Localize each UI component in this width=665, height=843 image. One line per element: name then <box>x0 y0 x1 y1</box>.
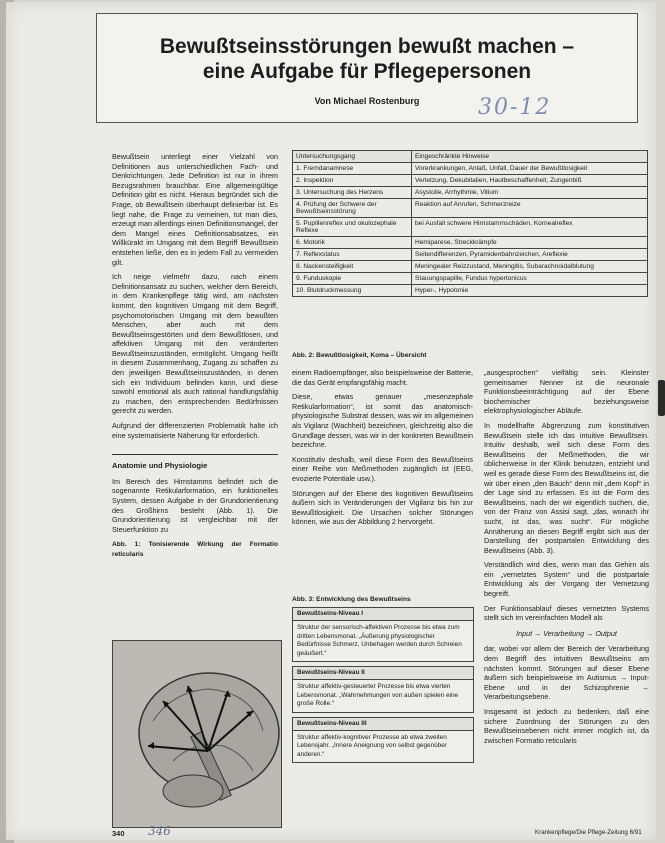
paragraph: einem Radioempfänger, also beispielsweise der Batterie, die das Gerät empfangsfähig macht. <box>292 368 473 387</box>
table-cell: 7. Reflexstatus <box>293 249 412 261</box>
level-heading: Bewußtseins-Niveau III <box>293 718 473 731</box>
column-3 <box>484 368 649 750</box>
table-row <box>293 285 648 297</box>
table-row <box>293 187 648 199</box>
paragraph: Im Bereich des Hirnstamms befindet sich die sogenannte Retikularformation, ein funktionelles System, dessen Aufgabe in der Grundorientierung des Großhirns besteht (Abb. 1). Die Grundorientierung ist vergleichbar mit der Steuerfunktion zu <box>112 476 278 534</box>
table-abb-3 <box>292 596 474 767</box>
table-cell: 5. Pupillenreflex und okulozephale Reflexe <box>293 218 412 237</box>
journal-footer: Krankenpflege/Die Pflege-Zeitung 6/91 <box>535 829 642 836</box>
handwritten-page-number: 346 <box>148 824 171 838</box>
paragraph: Der Funktionsablauf dieses vernetzten Systems stellt sich im vereinfachten Modell als <box>484 603 649 623</box>
binder-clip <box>658 380 665 416</box>
table-cell: Stauungspapille, Fundus hypertonicus <box>412 273 648 285</box>
table-cell: 9. Funduskopie <box>293 273 412 285</box>
table-row <box>293 273 648 285</box>
figure-1-brain-illustration <box>112 640 282 828</box>
table-row <box>293 175 648 187</box>
column-1 <box>112 152 278 564</box>
model-formula: Input → Verarbeitung → Output <box>516 628 617 638</box>
level-heading: Bewußtseins-Niveau I <box>293 608 473 621</box>
paragraph: Verständlich wird dies, wenn man das Gehirn als ein „vernetztes System“ und die postpartale Entwicklung als der Vorgang der Vernetzung begreift. <box>484 560 649 599</box>
section-heading: Anatomie und Physiologie <box>112 454 278 471</box>
table-header-cell: Eingeschränkte Hinweise <box>412 151 648 163</box>
table-cell: Verletzung, Dekubitalien, Hautbeschaffenheit, Zungenbiß <box>412 175 648 187</box>
paragraph: Insgesamt ist jedoch zu bedenken, daß eine sichere Zuordnung der Störungen zu den Bewußtseinsebenen nicht immer möglich ist, da zwischen Formatio reticularis <box>484 707 649 745</box>
author-byline: Von Michael Rostenburg <box>314 96 420 106</box>
title-line-2: eine Aufgabe für Pflegepersonen <box>202 60 532 83</box>
column-2 <box>292 368 473 532</box>
table-cell: 1. Fremdanamnese <box>293 163 412 175</box>
paragraph: Ich neige vielmehr dazu, nach einem Definitionsansatz zu suchen, welcher dem Bereich, in dem Krankenpflege tätig wird, am nächsten kommt, den kognitiven Umgang mit dem Begriff, psychomotorischen Umgang mit dem bewußten Menschen, aber auch mit dem Bewußtseinsgestörten und dem Bewußtlosen, und affektiven Umgang mit den veränderten Bewußtseinszuständen, ermöglicht. Umgang heißt in diesem Zusammenhang, Zugang zu schaffen zu den jeweiligen Bewußtseinszuständen, in denen sich ein Individuum befinden kann, und diese sowohl emotional als auch rational handlungsfähig zu machen, den entsprechenden Bedürfnissen gerecht zu werden. <box>112 272 278 416</box>
table-row <box>293 163 648 175</box>
table-row <box>293 199 648 218</box>
table-cell: 2. Inspektion <box>293 175 412 187</box>
table-row <box>293 218 648 237</box>
handwritten-annotation: 30-12 <box>478 95 552 120</box>
title-box <box>96 13 638 123</box>
level-heading: Bewußtseins-Niveau II <box>293 667 473 680</box>
paragraph: In modellhafte Abgrenzung zum konstitutiven Bewußtsein stelle ich das intuitive Bewußtsein. Intuitiv deshalb, weil sich diese Form des Bewußtseins der Meßmethoden, die wir üblicherweise in der Klinik benutzen, entzieht und weil es gerade diese Form des Bewußtseins ist, die wir über einen „den Bauch“ denn mit „dem Kopf“ in der Lage sind zu erfassen. Es ist die Form des Bewußtseins, nach der wir eigentlich suchen, die, von der Franz von Assisi sagt, „das, wonach ihr sucht, ist das, was sucht“. Für mögliche Annäherung an diesen Begriff ergibt sich aus der Darstellung der postpartalen Entwicklung des Bewußtseins (Abb. 3). <box>484 420 649 555</box>
paragraph: dar, wobei vor allem der Bereich der Verarbeitung dem Begriff des intuitiven Bewußtseins am nächsten kommt. Störungen auf dieser Ebene äußern sich beispielsweise im Autismus → Input-Ebene und in der Schizophrenie → Verarbeitungsebene. <box>484 644 649 702</box>
title-line-1: Bewußtseinsstörungen bewußt machen – <box>159 35 575 58</box>
table-row <box>293 249 648 261</box>
paragraph: Aufgrund der differenzierten Problematik halte ich eine systematisierte Näherung für erforderlich. <box>112 421 278 440</box>
article-title <box>97 34 637 84</box>
paragraph: Störungen auf der Ebene des kognitiven Bewußtseins äußern sich in Veränderungen der Vigilanz bis hin zur Bewußtlosigkeit. Die Ursachen solcher Störungen können, wie aus der Abbildung 2 hervorgeht. <box>292 488 473 527</box>
table-cell: 6. Motorik <box>293 237 412 249</box>
level-text: Struktur der sensorisch-affektiven Prozesse bis etwa zum dritten Lebensmonat. „Äußerung physiologischer Bedürfnisse Schmerz, Unbehagen werden durch Schreien geäußert.“ <box>297 624 462 657</box>
paragraph: Konstitutiv deshalb, weil diese Form des Bewußtseins einer Reihe von Meßmethoden zugänglich ist (EEG, evozierte Potentiale usw.). <box>292 454 473 483</box>
table-cell: Reaktion auf Anrufen, Schmerzreize <box>412 199 648 218</box>
page-number: 340 <box>112 829 125 838</box>
table-cell: bei Ausfall schwere Hirnstammschäden, Kornealreflex <box>412 218 648 237</box>
paragraph: Bewußtsein unterliegt einer Vielzahl von Definitionen aus unterschiedlichen Fach- und Denkrichtungen. Jede Definition ist nur in ihrem Bezugsrahmen brauchbar. Eine allgemeingültige Definition gibt es nicht. Hieraus begründet sich die Frage, ob Bewußtsein überhaupt definierbar ist. Es liegt nahe, die Frage zu verneinen, tut man dies, erzeugt man allerdings einen Definitionsmangel, der dem Mangel eines Definitionsabsatzes, ein Willkürakt im Umgang mit dem Begriff Bewußtsein entstehen ließe, den es in jedem Fall zu vermeiden gilt. <box>112 152 278 267</box>
level-text: Struktur affektiv-gesteuerter Prozesse bis etwa vierten Lebensmonat. „Wahrnehmungen von außen spielen eine große Rolle.“ <box>297 683 459 708</box>
table-header-cell: Untersuchungsgang <box>293 151 412 163</box>
table-cell: Seitendifferenzen, Pyramidenbahnzeichen, Areflexie <box>412 249 648 261</box>
table-cell: Meningealer Reizzustand, Meningitis, Subarachnoidalblutung <box>412 261 648 273</box>
table-header-row <box>293 151 648 163</box>
consciousness-level-box <box>292 607 474 662</box>
table-row <box>293 237 648 249</box>
level-text: Struktur affektiv-kognitiver Prozesse ab etwa zweiten Lebensjahr. „Innere Aneignung von selbst gegenüber anderen.“ <box>297 734 447 758</box>
cerebellum <box>163 775 223 807</box>
consciousness-level-box <box>292 717 474 764</box>
table-cell: 8. Nackensteifigkeit <box>293 261 412 273</box>
table-cell: 4. Prüfung der Schwere der Bewußtseinsstörung <box>293 199 412 218</box>
table-cell: 10. Blutdruckmessung <box>293 285 412 297</box>
table-cell: Vorerkrankungen, Anlaß, Unfall, Dauer der Bewußtlosigkeit <box>412 163 648 175</box>
table-cell: 3. Untersuchung des Herzens <box>293 187 412 199</box>
figure-1-caption: Abb. 1: Tonisierende Wirkung der Formatio reticularis <box>112 541 278 558</box>
table-abb-2 <box>292 150 648 297</box>
table-cell: Hemiparese, Streckkrämpfe <box>412 237 648 249</box>
consciousness-level-box <box>292 666 474 713</box>
table-abb-2-caption: Abb. 2: Bewußtlosigkeit, Koma – Übersicht <box>292 352 427 359</box>
paragraph: Diese, etwas genauer „mesenzephale Retikularformation“, ist somit das anatomisch-physiologische Substrat dessen, was wir im allgemeinen als Vigilanz (Wachheit) bezeichnen, gleichzeitig also die Grundlage dessen, was wir in der konkreten Bewußtsein bezeichne. <box>292 392 473 450</box>
table-cell: Hyper-, Hypotonie <box>412 285 648 297</box>
table-cell: Asystolie, Arrhythmie, Vitium <box>412 187 648 199</box>
table-abb-3-caption: Abb. 3: Entwicklung des Bewußtseins <box>292 596 411 603</box>
table-row <box>293 261 648 273</box>
paragraph: „ausgesprochen“ vielfältig sein. Kleinster gemeinsamer Nenner ist die neuronale Funktionsbeeinträchtigung auf der Ebene biochemischer beziehungsweise elektrophysiologischer Abläufe. <box>484 368 649 416</box>
brain-diagram-svg <box>113 641 281 827</box>
